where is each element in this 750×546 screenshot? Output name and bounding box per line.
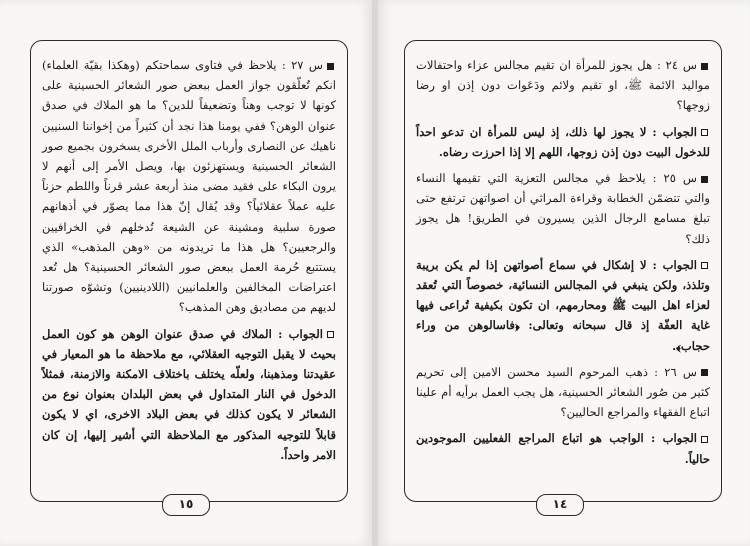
- question-24-text: س ٢٤ : هل يجوز للمرأة ان تقيم مجالس عزاء واحتفالات مواليد الائمة ﷺ، او تقيم ولائم ودَعَوات دون إذن او رضا زوجها؟: [416, 58, 710, 113]
- answer-26-text: الجواب : الواجب هو اتباع المراجع الفعليين الموجودين حالياً.: [416, 431, 710, 466]
- question-26-text: س ٢٦ : ذهب المرحوم السيد محسن الامين إلى تحريم كثير من صُور الشعائر الحسينية، هل يجب العمل برأيه أم علينا اتباع الفقهاء والمراجع الحاليين؟: [416, 364, 710, 420]
- answer-box-icon: [701, 262, 708, 269]
- question-bullet-icon: [701, 176, 708, 183]
- answer-26: [416, 428, 710, 468]
- answer-24: [416, 122, 710, 162]
- right-page: [378, 0, 750, 546]
- left-page-text: [42, 55, 336, 465]
- left-page: [0, 0, 372, 546]
- left-page-frame: [30, 40, 348, 502]
- right-page-text: [416, 55, 710, 469]
- question-27-text: س ٢٧ : يلاحظ في فتاوى سماحتكم (وهكذا بقيّة العلماء) انكم تُعلّقون جواز العمل ببعض صور الشعائر الحسينية على كونها لا توجب وهناً وتضعيفاً للدين؟ ما هو الملاك في صدق عنوان الوهن؟ ففي يومنا هذا نجد أن كثيراً من إخواننا السنيين ناهيك عن النصارى وأرباب الملل الأخرى يسخرون بجميع صور الشعائر الحسينية ويستهزئون بها، ويصل الأمر إلى أنهم لا يرون البكاء على فقيد مضى منذ أربعة عشر قرناً واللطم حزناً عليه عملاً عقلائياً؟ وقد يُقال إنّ هذا مما يصوّر في أذهانهم صورة سلبية ومشينة عن الشيعة تُدخلهم في الخرافيين والرجعيين؟ هل هذا ما تريدونه من «وهن المذهب» الذي يستتبع حُرمة العمل ببعض صور الشعائر الحسينية؟ هل تُعد اعتراضات المخالفين والعلمانيين (اللادينيين) وتشوّه صورتنا لديهم من مصاديق وهن المذهب؟: [42, 58, 336, 315]
- question-25: [416, 168, 710, 249]
- answer-box-icon: [701, 129, 708, 136]
- question-bullet-icon: [701, 63, 708, 70]
- question-bullet-icon: [327, 63, 334, 70]
- answer-27: [42, 324, 336, 465]
- answer-box-icon: [327, 331, 334, 338]
- answer-24-text: الجواب : لا يجوز لها ذلك، إذ ليس للمرأة ان تدعو احداً للدخول البيت دون إذن زوجها، اللهم إلا إذا احرزت رضاه.: [416, 124, 710, 159]
- right-page-frame: [404, 40, 722, 502]
- question-27: [42, 55, 336, 318]
- answer-25: [416, 255, 710, 356]
- question-bullet-icon: [701, 369, 708, 376]
- page-number-right: ١٤: [536, 494, 584, 516]
- question-24: [416, 55, 710, 116]
- question-25-text: س ٢٥ : يلاحظ في مجالس التعزية التي تقيمها النساء والتي تتضمّن الخطابة وقراءة المراثي أن اصواتهن ترتفع حتى تبلغ مسامع الرجال الذين يسيرون في الطريق! هل يجوز ذلك؟: [416, 171, 710, 246]
- answer-25-text: الجواب : لا إشكال في سماع أصواتهن إذا لم يكن بريبة وتلذذ، ولكن ينبغي في المجالس النسائية، خصوصاً التي تُعقد لعزاء اهل البيت ﷺ ومحارمهم، ان تكون بكيفية تُراعى فيها غاية العفّة إذ قال سبحانه وتعالى: ﴿فاسالوهن من وراء حجاب﴾.: [416, 257, 710, 353]
- answer-27-text: الجواب : الملاك في صدق عنوان الوهن هو كون العمل بحيث لا يقبل التوجيه العقلائي، مع ملاحظة ما هو المعيار في عقيدتنا ومذهبنا، ولعلّه يختلف باختلاف الامكنة والازمنة، فمثلاً الدخول في النار المتداول في بعض البلدان بعنوان نوع من الشعائر لا يكون كذلك في بعض البلاد الاخرى، اي لا يكون قابلاً للتوجيه المذكور مع الملاحظة التي أشير إليها، إن كان الامر واحداً.: [42, 326, 336, 462]
- answer-box-icon: [701, 436, 708, 443]
- page-number-left: ١٥: [162, 494, 210, 516]
- question-26: [416, 362, 710, 423]
